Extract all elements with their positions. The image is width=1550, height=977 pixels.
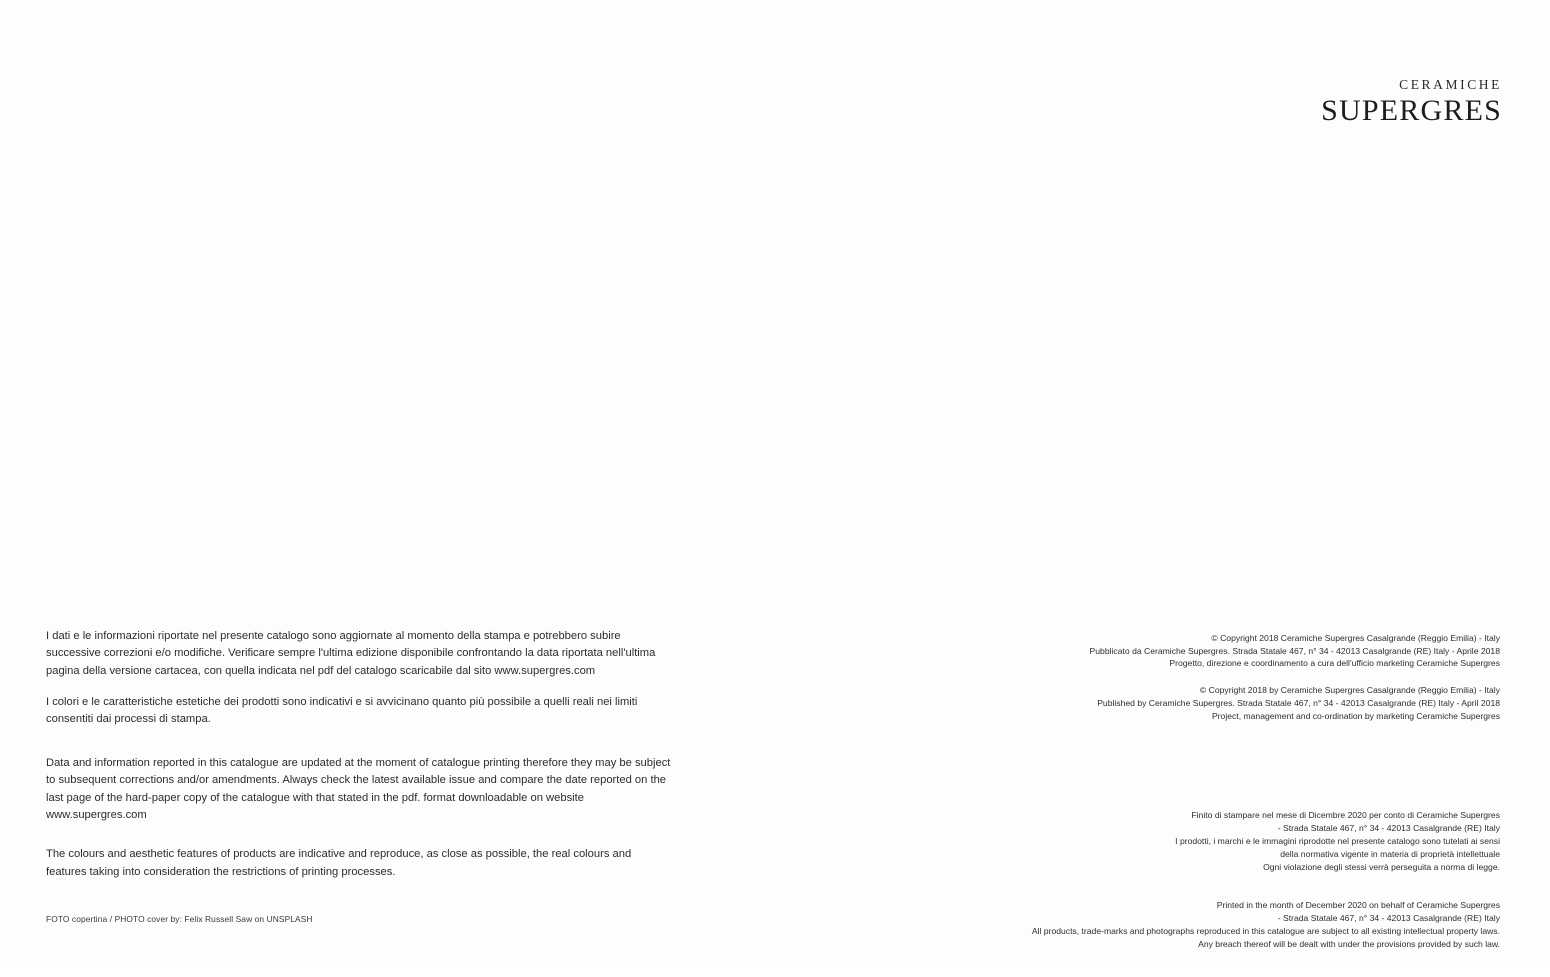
printing-english-line-4: Any breach thereof will be dealt with under the provisions provided by such law. xyxy=(1198,939,1500,950)
disclaimer-paragraph-en-2: The colours and aesthetic features of products are indicative and reproduce, as close as possible, the real colours and features taking into consideration the restrictions of printing processes. xyxy=(46,848,632,878)
disclaimer-paragraph-it-2: I colori e le caratteristiche estetiche dei prodotti sono indicativi e si avvicinano quanto più possibile a quelli reali nei limiti consentiti dai processi di stampa. xyxy=(46,696,638,726)
copyright-italian-line-1: © Copyright 2018 Ceramiche Supergres Casalgrande (Reggio Emilia) - Italy xyxy=(1211,633,1500,643)
copyright-italian-line-2: Pubblicato da Ceramiche Supergres. Strada Statale 467, n° 34 - 42013 Casalgrande (RE) Italy - Aprile 2018 xyxy=(1089,645,1500,656)
printing-italian-line-4: della normativa vigente in materia di proprietà intellettuale xyxy=(1280,848,1500,859)
printing-english-line-1: Printed in the month of December 2020 on behalf of Ceramiche Supergres xyxy=(1216,900,1500,911)
printing-italian-line-5: Ogni violazione degli stessi verrà perseguita a norma di legge. xyxy=(1263,861,1500,872)
printing-italian-line-2: - Strada Statale 467, n° 34 - 42013 Casalgrande (RE) Italy xyxy=(1277,822,1500,833)
printing-italian xyxy=(900,809,1500,873)
disclaimer-paragraph-it-1: I dati e le informazioni riportate nel presente catalogo sono aggiornate al momento della stampa e potrebbero subire successive correzioni e/o modifiche. Verificare sempre l'ultima edizione disponibile confrontando la data riportata nell'ultima pagina della versione cartacea, con quella indicata nel pdf del catalogo scaricabile dal sito www.supergres.com xyxy=(46,630,656,677)
photo-credit: FOTO copertina / PHOTO cover by: Felix Russell Saw on UNSPLASH xyxy=(46,914,313,924)
printing-english xyxy=(900,899,1500,951)
copyright-english-line-3: Project, management and co-ordination by marketing Ceramiche Supergres xyxy=(1211,710,1500,721)
brand-logo-top-line: CERAMICHE xyxy=(1399,77,1502,92)
printing-italian-line-1: Finito di stampare nel mese di Dicembre 2020 per conto di Ceramiche Supergres xyxy=(1191,810,1500,820)
printing-english-line-2: - Strada Statale 467, n° 34 - 42013 Casalgrande (RE) Italy xyxy=(1277,913,1500,924)
brand-logo xyxy=(1321,78,1502,126)
copyright-block xyxy=(940,632,1500,736)
printing-block xyxy=(900,809,1500,977)
copyright-italian-line-3: Progetto, direzione e coordinamento a cura dell'ufficio marketing Ceramiche Supergres xyxy=(1169,658,1500,669)
copyright-english-line-1: © Copyright 2018 by Ceramiche Supergres Casalgrande (Reggio Emilia) - Italy xyxy=(1199,685,1500,696)
disclaimer-paragraph-en-1: Data and information reported in this catalogue are updated at the moment of catalogue printing therefore they may be subject to subsequent corrections and/or amendments. Always check the latest available issue and compare the date reported on the last page of the hard-paper copy of the catalogue with that stated in the pdf. format downloadable on website www.supergres.com xyxy=(46,756,671,821)
copyright-english xyxy=(940,684,1500,722)
brand-logo-name: SUPERGRES xyxy=(1321,93,1502,127)
copyright-english-line-2: Published by Ceramiche Supergres. Strada Statale 467, n° 34 - 42013 Casalgrande (RE) Italy - April 2018 xyxy=(1097,697,1500,708)
printing-italian-line-3: I prodotti, i marchi e le immagini riprodotte nel presente catalogo sono tutelati ai sensi xyxy=(1175,835,1500,846)
printing-english-line-3: All products, trade-marks and photographs reproduced in this catalogue are subject to all existing intellectual property laws. xyxy=(1031,926,1500,937)
disclaimer-text-block xyxy=(46,628,671,895)
copyright-italian xyxy=(940,632,1500,670)
